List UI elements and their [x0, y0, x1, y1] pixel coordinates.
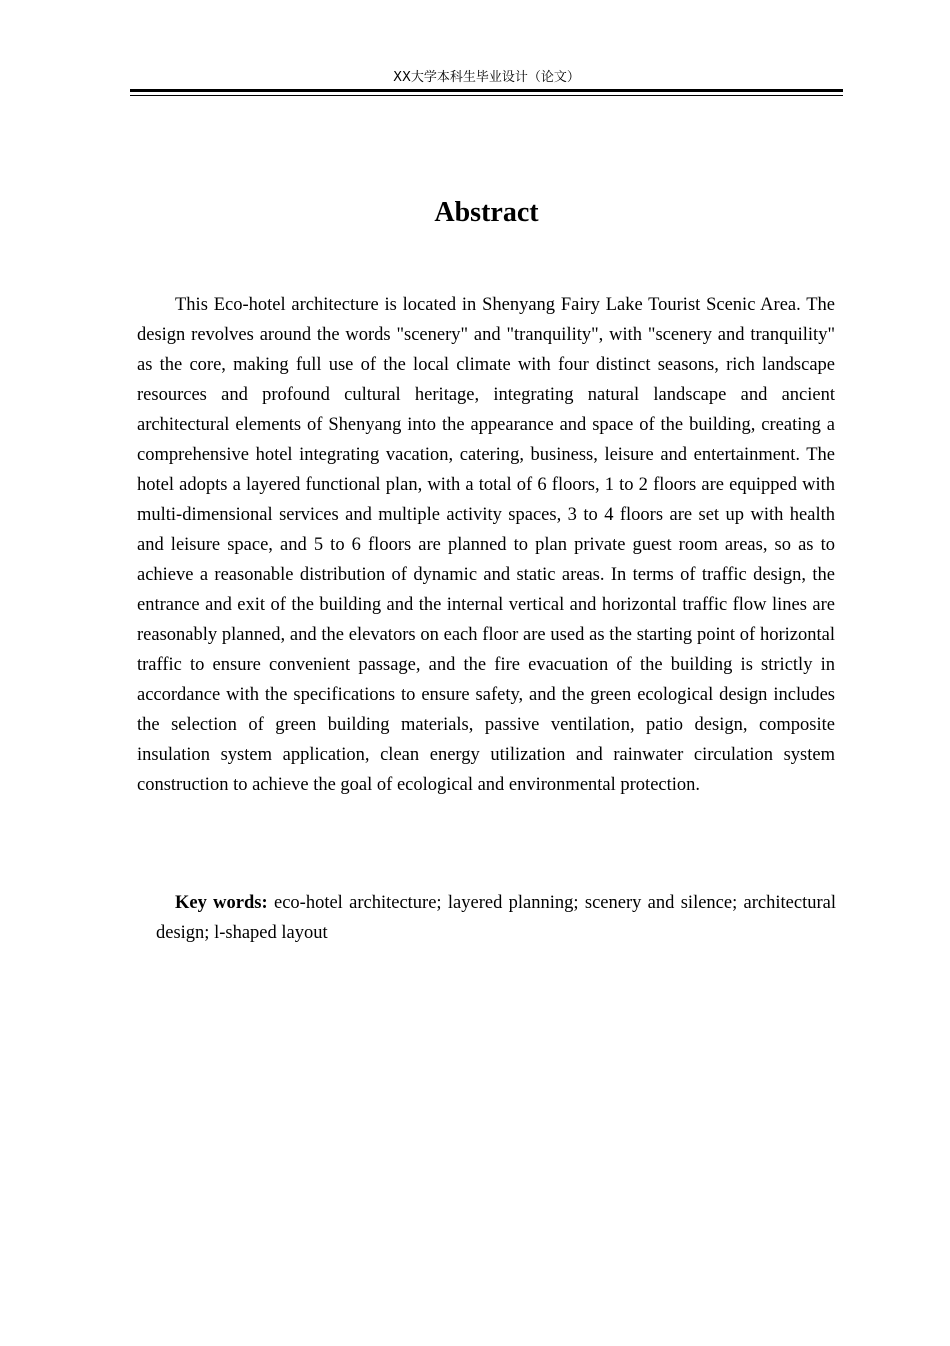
keywords-label: Key words:: [175, 893, 268, 913]
abstract-title: Abstract: [434, 197, 539, 228]
keywords-paragraph: [156, 888, 836, 948]
running-header: XX大学本科生毕业设计（论文）: [393, 70, 580, 85]
header-rule-thin: [130, 95, 843, 96]
header-rule-thick: [130, 89, 843, 92]
abstract-paragraph: This Eco-hotel architecture is located in Shenyang Fairy Lake Tourist Scenic Area. The design revolves around the words "scenery" and "tranquility", with "scenery and tranquility" as the core, making full use of the local climate with four distinct seasons, rich landscape resources and profound cultural heritage, integrating natural landscape and ancient architectural elements of Shenyang into the appearance and space of the building, creating a comprehensive hotel integrating vacation, catering, business, leisure and entertainment. The hotel adopts a layered functional plan, with a total of 6 floors, 1 to 2 floors are equipped with multi-dimensional services and multiple activity spaces, 3 to 4 floors are set up with health and leisure space, and 5 to 6 floors are planned to plan private guest room areas, so as to achieve a reasonable distribution of dynamic and static areas. In terms of traffic design, the entrance and exit of the building and the internal vertical and horizontal traffic flow lines are reasonably planned, and the elevators on each floor are used as the starting point of horizontal traffic to ensure convenient passage, and the fire evacuation of the building is strictly in accordance with the specifications to ensure safety, and the green ecological design includes the selection of green building materials, passive ventilation, patio design, composite insulation system application, clean energy utilization and rainwater circulation system construction to achieve the goal of ecological and environmental protection.: [137, 295, 835, 795]
keywords-text: eco-hotel architecture; layered planning; scenery and silence; architectural design; l-shaped layout: [156, 893, 836, 943]
